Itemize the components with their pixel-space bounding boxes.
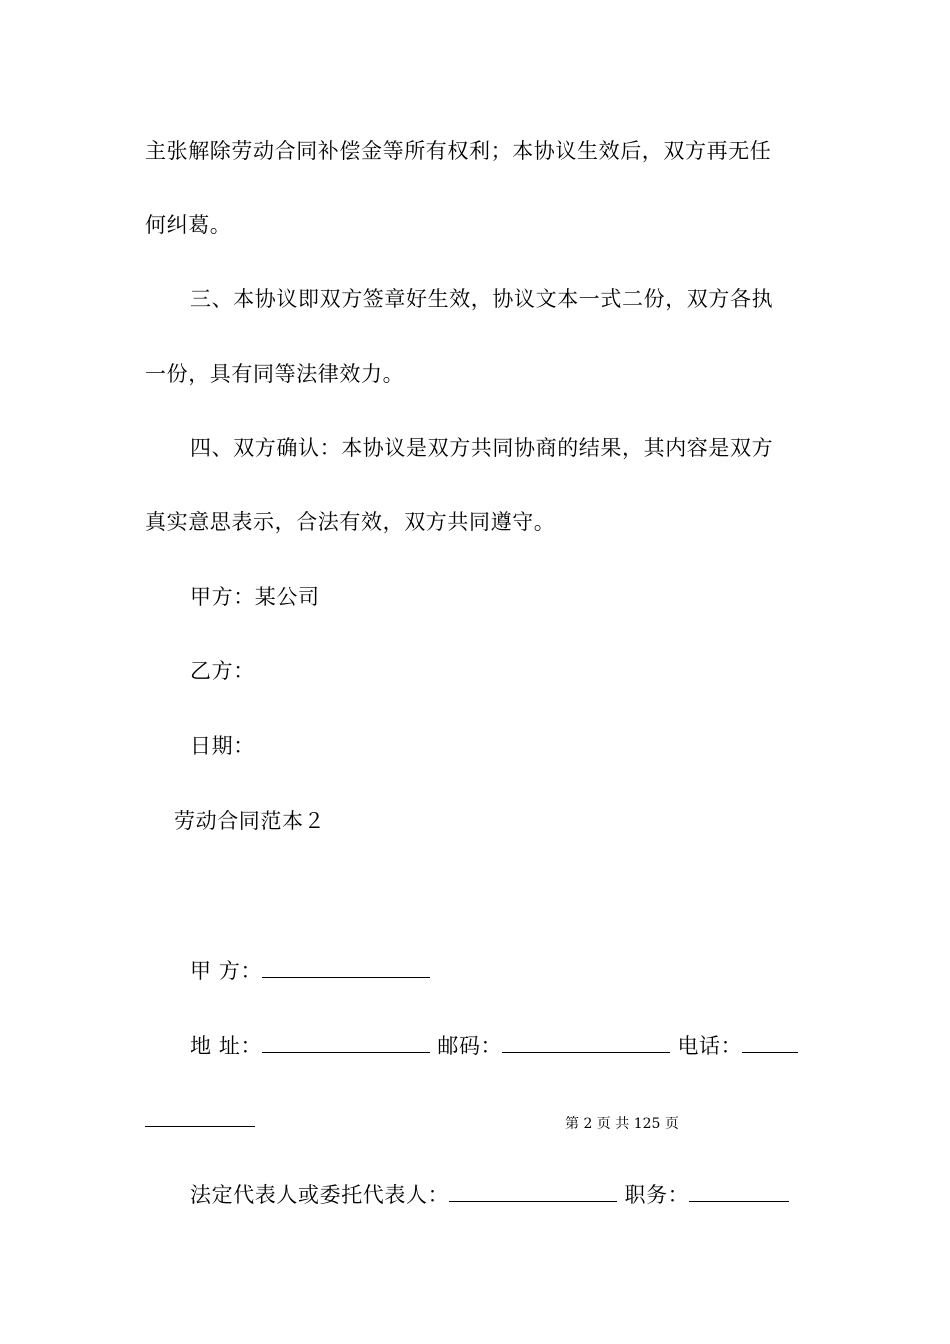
phone-blank-rest — [145, 1104, 255, 1127]
address-blank — [262, 1030, 430, 1053]
party-b-signature: 乙方： — [190, 659, 255, 683]
paragraph-line: 何纠葛。 — [145, 213, 232, 237]
postcode-blank — [502, 1030, 670, 1053]
phone-blank-continuation — [145, 1104, 255, 1135]
paragraph-line: 四、双方确认：本协议是双方共同协商的结果，其内容是双方 — [190, 436, 774, 460]
phone-blank — [742, 1030, 798, 1053]
representative-row — [190, 1179, 789, 1210]
position-label: 职务： — [624, 1183, 690, 1207]
section-title: 劳动合同范本２ — [174, 809, 326, 833]
date-signature: 日期： — [190, 734, 255, 758]
postcode-label: 邮码： — [437, 1034, 503, 1058]
address-label: 地 址： — [190, 1034, 263, 1058]
party-a-field — [190, 955, 430, 986]
phone-label: 电话： — [677, 1034, 743, 1058]
page-number: 第 2 页 共 125 页 — [565, 1116, 679, 1132]
position-blank — [689, 1179, 789, 1202]
representative-blank — [449, 1179, 617, 1202]
paragraph-line: 主张解除劳动合同补偿金等所有权利；本协议生效后，双方再无任 — [145, 139, 772, 163]
representative-label: 法定代表人或委托代表人： — [190, 1183, 450, 1207]
address-row — [190, 1030, 798, 1061]
party-a-blank — [262, 955, 430, 978]
paragraph-line: 真实意思表示，合法有效，双方共同遵守。 — [145, 510, 556, 534]
paragraph-line: 三、本协议即双方签章好生效，协议文本一式二份，双方各执 — [190, 287, 774, 311]
party-a-signature: 甲方：某公司 — [190, 585, 320, 609]
paragraph-line: 一份，具有同等法律效力。 — [145, 362, 405, 386]
party-a-label: 甲 方： — [190, 959, 263, 983]
